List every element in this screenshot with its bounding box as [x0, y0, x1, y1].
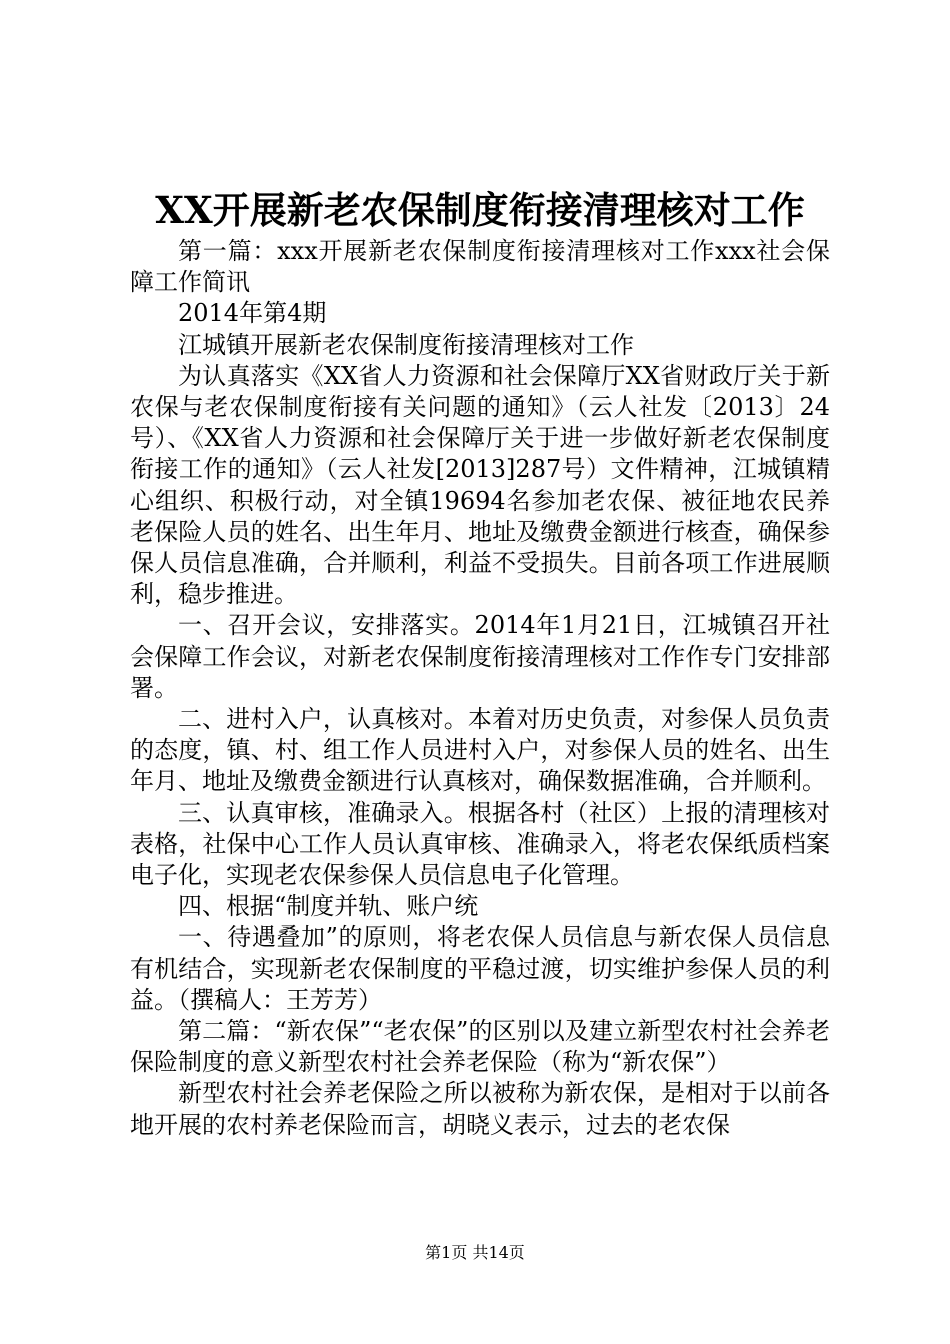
paragraph: 新型农村社会养老保险之所以被称为新农保，是相对于以前各地开展的农村养老保险而言，胡晓义表示，过去的老农保: [130, 1079, 830, 1139]
paragraph: 一、待遇叠加”的原则，将老农保人员信息与新农保人员信息有机结合，实现新老农保制度的平稳过渡，切实维护参保人员的利益。（撰稿人：王芳芳）: [130, 923, 830, 1014]
paragraph: 为认真落实《XX省人力资源和社会保障厅XX省财政厅关于新农保与老农保制度衔接有关问题的通知》（云人社发〔2013〕24号）、《XX省人力资源和社会保障厅关于进一步做好新老农保制度衔接工作的通知》（云人社发[2013]287号）文件精神，江城镇精心组织、积极行动，对全镇19694名参加老农保、被征地农民养老保险人员的姓名、出生年月、地址及缴费金额进行核查，确保参保人员信息准确，合并顺利，利益不受损失。目前各项工作进展顺利，稳步推进。: [130, 361, 830, 609]
document-body: [130, 236, 830, 1141]
paragraph: 2014年第4期: [178, 299, 327, 328]
paragraph: 江城镇开展新老农保制度衔接清理核对工作: [178, 330, 634, 359]
paragraph: 二、进村入户，认真核对。本着对历史负责，对参保人员负责的态度，镇、村、组工作人员进村入户，对参保人员的姓名、出生年月、地址及缴费金额进行认真核对，确保数据准确，合并顺利。: [130, 705, 830, 796]
paragraph: 第一篇：xxx开展新老农保制度衔接清理核对工作xxx社会保障工作简讯: [130, 237, 830, 297]
paragraph: 三、认真审核，准确录入。根据各村（社区）上报的清理核对表格，社保中心工作人员认真审核、准确录入，将老农保纸质档案电子化，实现老农保参保人员信息电子化管理。: [130, 798, 830, 890]
page-footer: 第1页 共14页: [425, 1243, 525, 1262]
paragraph: 一、召开会议，安排落实。2014年1月21日，江城镇召开社会保障工作会议，对新老农保制度衔接清理核对工作作专门安排部署。: [130, 611, 830, 702]
paragraph: 四、根据“制度并轨、账户统: [178, 892, 479, 921]
paragraph: 第二篇：“新农保”“老农保”的区别以及建立新型农村社会养老保险制度的意义新型农村社会养老保险（称为“新农保”）: [130, 1017, 830, 1077]
document-title: XX开展新老农保制度衔接清理核对工作: [155, 188, 805, 232]
